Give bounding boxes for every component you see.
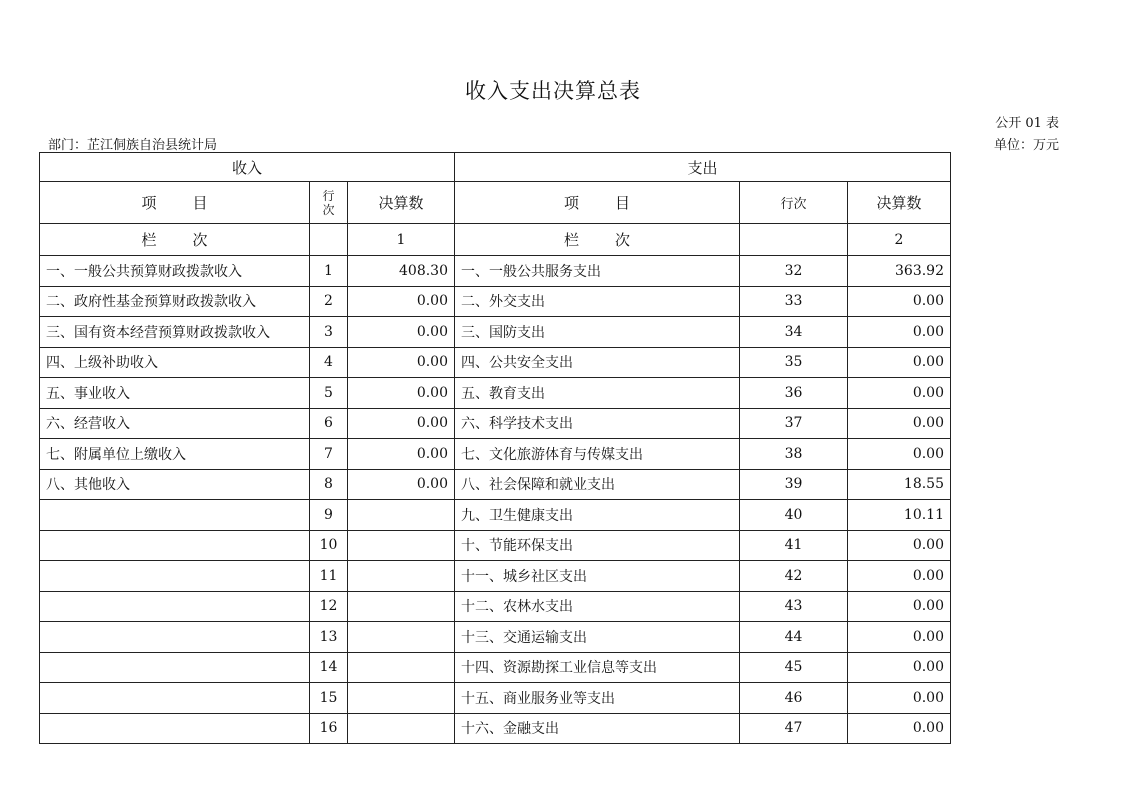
- expense-row-no-cell: 38: [740, 439, 848, 470]
- expense-row-no-cell: 40: [740, 500, 848, 531]
- expense-amount-header: 决算数: [848, 182, 951, 224]
- expense-item-cell: 四、公共安全支出: [455, 347, 740, 378]
- income-amount-cell: 0.00: [348, 378, 455, 409]
- income-row-no-cell: 9: [310, 500, 348, 531]
- income-row-no-cell: 6: [310, 408, 348, 439]
- income-amount-cell: [348, 500, 455, 531]
- income-amount-cell: 408.30: [348, 256, 455, 287]
- expense-amount-cell: 0.00: [848, 652, 951, 683]
- table-row: [40, 256, 951, 287]
- table-row: [40, 561, 951, 592]
- income-row-no-cell: 16: [310, 713, 348, 744]
- income-amount-cell: 0.00: [348, 439, 455, 470]
- income-amount-cell: [348, 561, 455, 592]
- budget-summary-table: [39, 152, 951, 744]
- expense-amount-cell: 0.00: [848, 713, 951, 744]
- income-row-no-cell: 5: [310, 378, 348, 409]
- expense-item-cell: 二、外交支出: [455, 286, 740, 317]
- column-label-b: 次: [615, 231, 631, 249]
- income-item-cell: 七、附属单位上缴收入: [40, 439, 310, 470]
- expense-row-no-cell: 36: [740, 378, 848, 409]
- income-row-no-cell: 8: [310, 469, 348, 500]
- expense-amount-cell: 0.00: [848, 378, 951, 409]
- income-item-cell: 六、经营收入: [40, 408, 310, 439]
- income-row-no-cell: 2: [310, 286, 348, 317]
- expense-amount-cell: 0.00: [848, 591, 951, 622]
- income-item-cell: 三、国有资本经营预算财政拨款收入: [40, 317, 310, 348]
- column-header-row: [40, 182, 951, 224]
- expense-amount-cell: 0.00: [848, 347, 951, 378]
- income-row-no-cell: 4: [310, 347, 348, 378]
- item-label-a: 项: [563, 194, 579, 212]
- expense-item-cell: 一、一般公共服务支出: [455, 256, 740, 287]
- income-row-no-cell: 14: [310, 652, 348, 683]
- expense-item-cell: 十一、城乡社区支出: [455, 561, 740, 592]
- expense-item-cell: 六、科学技术支出: [455, 408, 740, 439]
- expense-item-cell: 十三、交通运输支出: [455, 622, 740, 653]
- expense-row-no-cell: 37: [740, 408, 848, 439]
- income-item-cell: 二、政府性基金预算财政拨款收入: [40, 286, 310, 317]
- table-row: [40, 408, 951, 439]
- table-row: [40, 439, 951, 470]
- expense-amount-cell: 0.00: [848, 683, 951, 714]
- income-row-no-cell: 12: [310, 591, 348, 622]
- table-row: [40, 713, 951, 744]
- expense-row-no-cell: 43: [740, 591, 848, 622]
- table-row: [40, 286, 951, 317]
- expense-column-blank: [740, 224, 848, 256]
- table-row: [40, 347, 951, 378]
- income-row-no-cell: 13: [310, 622, 348, 653]
- table-row: [40, 683, 951, 714]
- expense-item-cell: 十、节能环保支出: [455, 530, 740, 561]
- income-amount-cell: [348, 530, 455, 561]
- expense-row-no-cell: 44: [740, 622, 848, 653]
- income-amount-cell: 0.00: [348, 408, 455, 439]
- expense-row-no-cell: 34: [740, 317, 848, 348]
- table-row: [40, 500, 951, 531]
- expense-amount-cell: 363.92: [848, 256, 951, 287]
- item-label-b: 目: [615, 194, 631, 212]
- expense-row-no-cell: 32: [740, 256, 848, 287]
- expense-amount-cell: 10.11: [848, 500, 951, 531]
- expense-row-no-cell: 47: [740, 713, 848, 744]
- expense-item-cell: 五、教育支出: [455, 378, 740, 409]
- income-amount-cell: [348, 652, 455, 683]
- expense-item-cell: 十五、商业服务业等支出: [455, 683, 740, 714]
- expense-row-no-cell: 33: [740, 286, 848, 317]
- income-amount-cell: [348, 591, 455, 622]
- row-no-label-b: 次: [322, 202, 335, 217]
- expense-amount-cell: 0.00: [848, 561, 951, 592]
- expense-amount-cell: 0.00: [848, 317, 951, 348]
- income-amount-cell: 0.00: [348, 469, 455, 500]
- income-row-no-cell: 11: [310, 561, 348, 592]
- income-item-cell: [40, 561, 310, 592]
- income-amount-cell: [348, 683, 455, 714]
- unit-label: 单位：万元: [993, 138, 1059, 153]
- income-row-no-cell: 3: [310, 317, 348, 348]
- expense-row-no-cell: 35: [740, 347, 848, 378]
- table-row: [40, 591, 951, 622]
- income-item-cell: 五、事业收入: [40, 378, 310, 409]
- income-amount-cell: [348, 622, 455, 653]
- expense-item-cell: 八、社会保障和就业支出: [455, 469, 740, 500]
- income-amount-header: 决算数: [348, 182, 455, 224]
- income-item-cell: [40, 591, 310, 622]
- income-item-cell: 一、一般公共预算财政拨款收入: [40, 256, 310, 287]
- expense-row-no-cell: 45: [740, 652, 848, 683]
- income-row-no-header: [310, 182, 348, 224]
- expense-column-number: 2: [848, 224, 951, 256]
- income-row-no-cell: 7: [310, 439, 348, 470]
- column-label-b: 次: [192, 231, 208, 249]
- expense-item-cell: 九、卫生健康支出: [455, 500, 740, 531]
- expense-section-header: 支出: [455, 153, 951, 182]
- item-label-b: 目: [192, 194, 208, 212]
- income-amount-cell: 0.00: [348, 286, 455, 317]
- column-label-a: 栏: [563, 231, 579, 249]
- income-item-cell: [40, 683, 310, 714]
- income-item-cell: [40, 713, 310, 744]
- row-no-label-a: 行: [322, 188, 335, 203]
- expense-item-cell: 十六、金融支出: [455, 713, 740, 744]
- expense-row-no-cell: 41: [740, 530, 848, 561]
- table-row: [40, 378, 951, 409]
- income-column-label: [40, 224, 310, 256]
- expense-item-cell: 三、国防支出: [455, 317, 740, 348]
- expense-item-header: [455, 182, 740, 224]
- income-column-blank: [310, 224, 348, 256]
- income-item-cell: [40, 530, 310, 561]
- income-item-header: [40, 182, 310, 224]
- income-amount-cell: [348, 713, 455, 744]
- item-label-a: 项: [141, 194, 157, 212]
- column-number-row: [40, 224, 951, 256]
- expense-item-cell: 十四、资源勘探工业信息等支出: [455, 652, 740, 683]
- income-row-no-cell: 15: [310, 683, 348, 714]
- income-section-header: 收入: [40, 153, 455, 182]
- form-number: 公开 01 表: [995, 116, 1059, 131]
- expense-amount-cell: 0.00: [848, 530, 951, 561]
- income-item-cell: [40, 652, 310, 683]
- table-row: [40, 652, 951, 683]
- column-label-a: 栏: [141, 231, 157, 249]
- income-amount-cell: 0.00: [348, 317, 455, 348]
- report-title: 收入支出决算总表: [465, 79, 641, 103]
- income-item-cell: 八、其他收入: [40, 469, 310, 500]
- expense-amount-cell: 0.00: [848, 286, 951, 317]
- expense-amount-cell: 0.00: [848, 439, 951, 470]
- section-header-row: [40, 153, 951, 182]
- income-amount-cell: 0.00: [348, 347, 455, 378]
- expense-row-no-cell: 42: [740, 561, 848, 592]
- department-label: 部门：芷江侗族自治县统计局: [48, 138, 218, 153]
- expense-item-cell: 十二、农林水支出: [455, 591, 740, 622]
- table-row: [40, 622, 951, 653]
- expense-row-no-cell: 46: [740, 683, 848, 714]
- expense-row-no-header: 行次: [740, 182, 848, 224]
- expense-amount-cell: 0.00: [848, 622, 951, 653]
- income-item-cell: 四、上级补助收入: [40, 347, 310, 378]
- table-row: [40, 469, 951, 500]
- expense-amount-cell: 0.00: [848, 408, 951, 439]
- income-row-no-cell: 10: [310, 530, 348, 561]
- expense-column-label: [455, 224, 740, 256]
- income-column-number: 1: [348, 224, 455, 256]
- income-item-cell: [40, 500, 310, 531]
- expense-amount-cell: 18.55: [848, 469, 951, 500]
- income-item-cell: [40, 622, 310, 653]
- income-row-no-cell: 1: [310, 256, 348, 287]
- table-row: [40, 317, 951, 348]
- expense-row-no-cell: 39: [740, 469, 848, 500]
- expense-item-cell: 七、文化旅游体育与传媒支出: [455, 439, 740, 470]
- table-row: [40, 530, 951, 561]
